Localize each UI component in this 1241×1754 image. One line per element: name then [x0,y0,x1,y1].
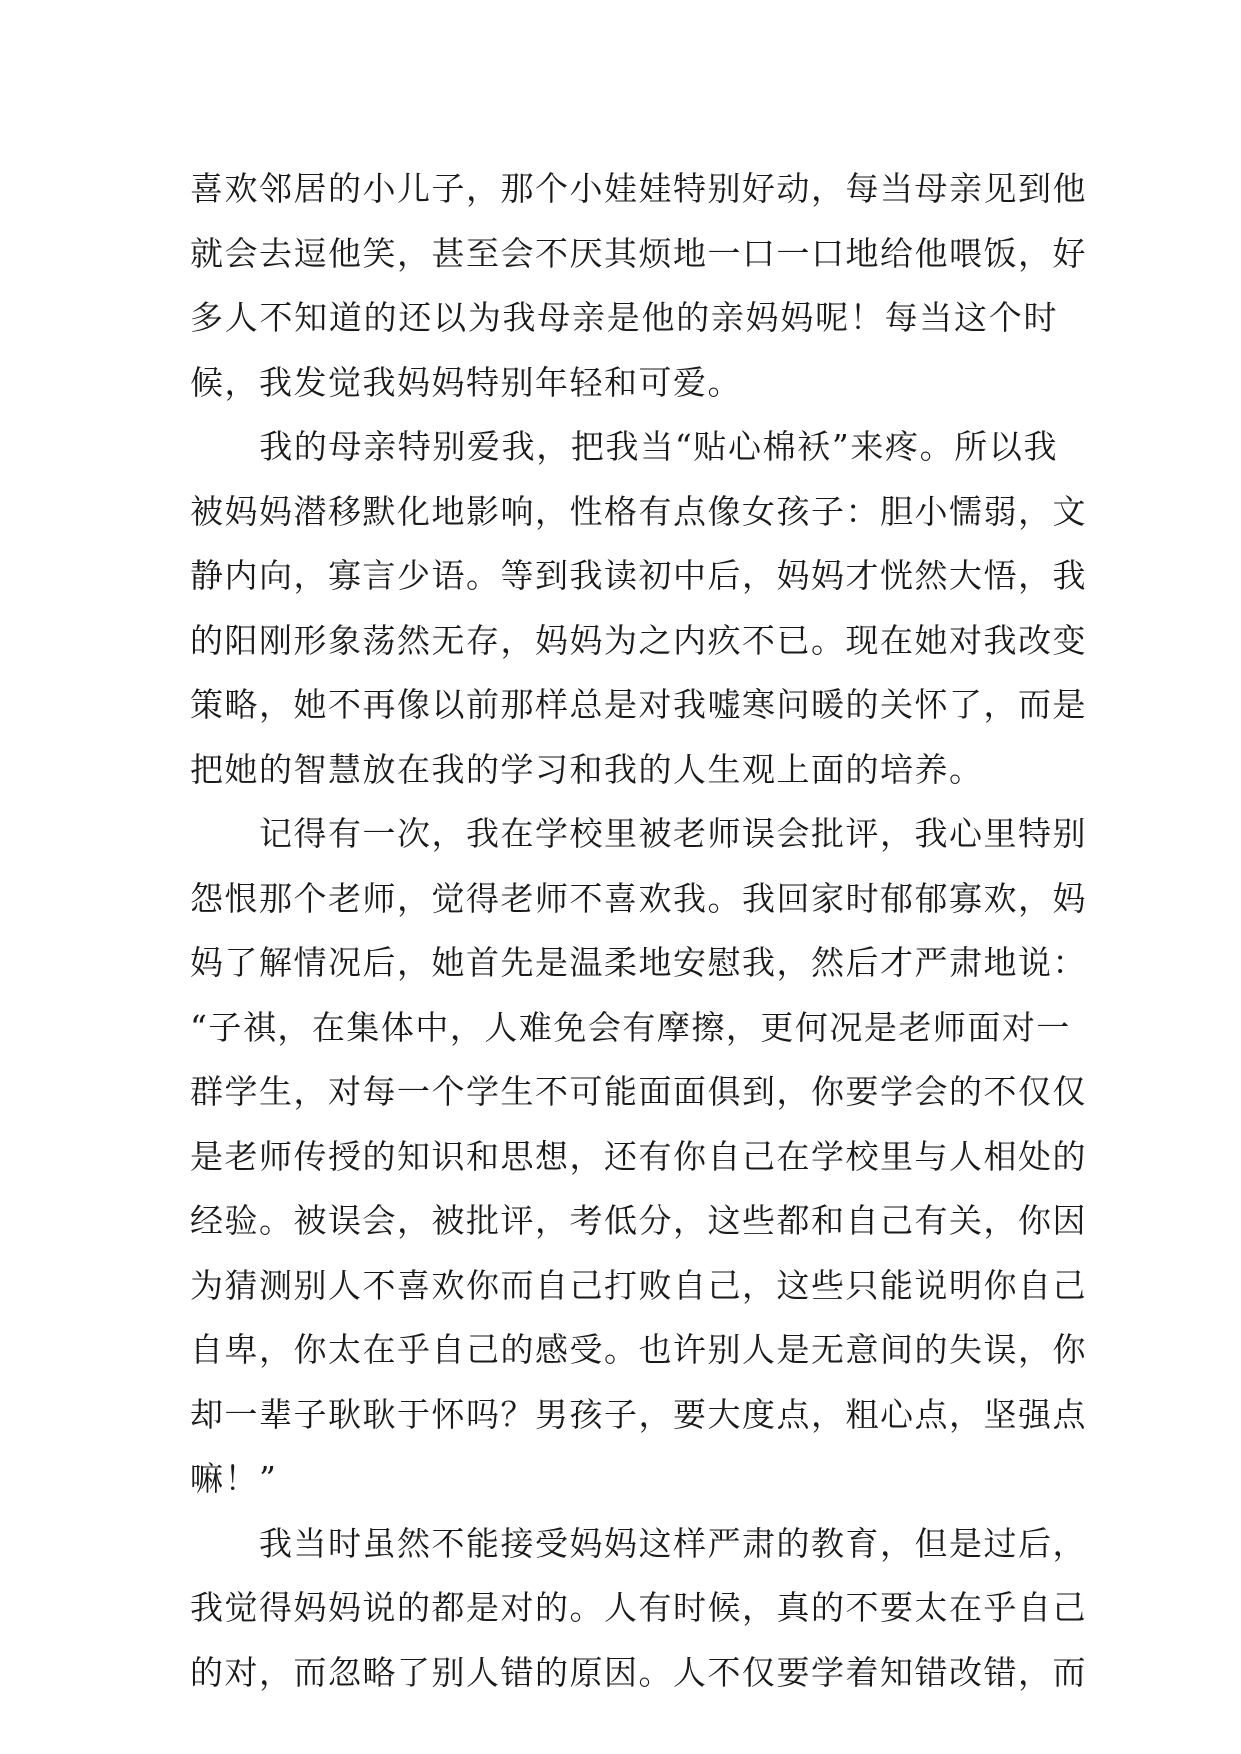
text-line: 的阳刚形象荡然无存，妈妈为之内疚不已。现在她对我改变 [190,620,1087,660]
text-line: 妈了解情况后，她首先是温柔地安慰我，然后才严肃地说： [190,943,1087,982]
text-line: 却一辈子耿耿于怀吗？男孩子，要大度点，粗心点，坚强点 [190,1394,1087,1434]
text-line: 经验。被误会，被批评，考低分，这些都和自己有关，你因 [190,1201,1087,1240]
text-line: 候，我发觉我妈妈特别年轻和可爱。 [190,362,742,402]
text-line: 把她的智慧放在我的学习和我的人生观上面的培养。 [190,749,984,789]
text-line: 静内向，寡言少语。等到我读初中后，妈妈才恍然大悟，我 [190,556,1087,595]
text-line: 我当时虽然不能接受妈妈这样严肃的教育，但是过后， [190,1523,1087,1563]
text-line: 就会去逗他笑，甚至会不厌其烦地一口一口地给他喂饭，好 [190,233,1087,273]
text-line: 我觉得妈妈说的都是对的。人有时候，真的不要太在乎自己 [190,1588,1087,1627]
text-line: 怨恨那个老师，觉得老师不喜欢我。我回家时郁郁寡欢，妈 [190,878,1087,918]
text-line: 为猜测别人不喜欢你而自己打败自己，这些只能说明你自己 [190,1265,1087,1305]
paragraph-3 [190,802,1087,1512]
paragraph-4 [190,1512,1087,1706]
text-line: 群学生，对每一个学生不可能面面俱到，你要学会的不仅仅 [190,1072,1087,1111]
text-line: 是老师传授的知识和思想，还有你自己在学校里与人相处的 [190,1136,1087,1176]
text-line: 的对，而忽略了别人错的原因。人不仅要学着知错改错，而 [190,1652,1087,1692]
document-body [190,157,1087,1705]
paragraph-1 [190,157,1087,415]
text-line: 喜欢邻居的小儿子，那个小娃娃特别好动，每当母亲见到他 [190,169,1087,208]
text-line: 记得有一次，我在学校里被老师误会批评，我心里特别 [190,814,1087,853]
text-line: 嘛！” [190,1459,278,1498]
text-line: “子祺，在集体中，人难免会有摩擦，更何况是老师面对一 [190,1007,1071,1047]
text-line: 策略，她不再像以前那样总是对我嘘寒问暖的关怀了，而是 [190,685,1087,724]
text-line: 多人不知道的还以为我母亲是他的亲妈妈呢！每当这个时 [190,298,1058,337]
text-line: 自卑，你太在乎自己的感受。也许别人是无意间的失误，你 [190,1330,1087,1369]
text-line: 被妈妈潜移默化地影响，性格有点像女孩子：胆小懦弱，文 [190,491,1087,531]
text-line: 我的母亲特别爱我，把我当“贴心棉袄”来疼。所以我 [190,427,1058,466]
paragraph-2 [190,415,1087,802]
